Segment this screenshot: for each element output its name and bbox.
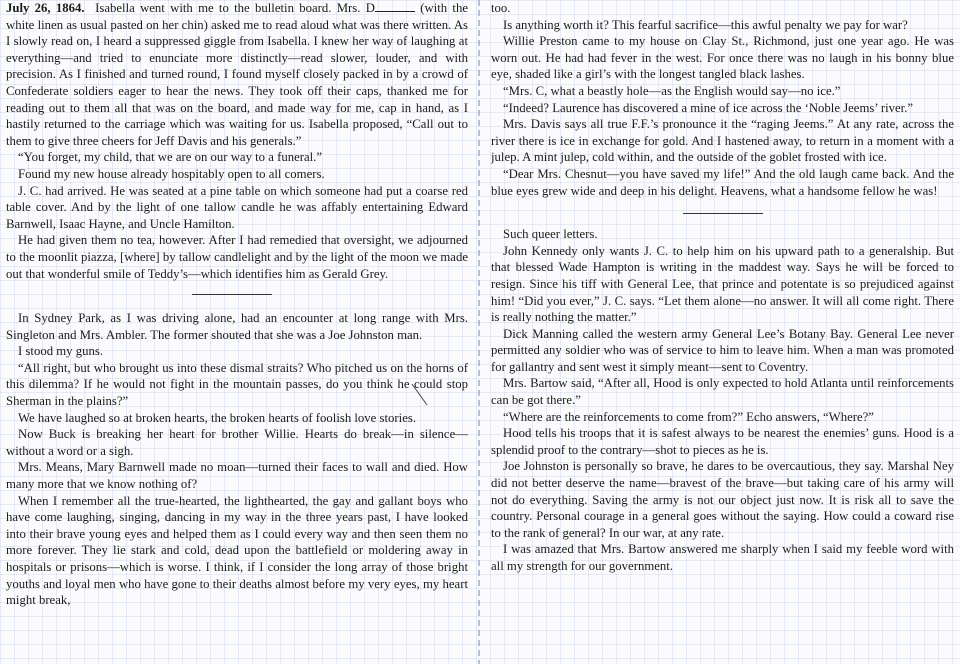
paragraph: “You forget, my child, that we are on our way to a funeral.” bbox=[18, 150, 323, 165]
paragraph: John Kennedy only wants J. C. to help him on his upward path to a generalship. But that blessed Wade Hampton is writing in the maddest way. Says he will be forced to resign. Since his tiff with General Lee, that prince and potentate is so prejudiced against him! “Did you ever,” J. C. says. “Let them alone—no answer. It will all come right. There is really nothing the matter.” bbox=[491, 243, 954, 325]
paragraph: Hood tells his troops that it is safest always to be nearest the enemies’ guns. Hood is a splendid proof to the contrary—shot to pieces as he is. bbox=[491, 426, 954, 457]
paragraph: Mrs. Davis says all true F.F.’s pronounce it the “raging Jeems.” At any rate, across the river there is ice in exchange for gold. And I hastened away, to return in a moment with a julep. A mint julep, cold within, and the outside of the goblet frosted with ice. bbox=[491, 117, 954, 165]
paragraph: “Where are the reinforcements to come from?” Echo answers, “Where?” bbox=[503, 409, 874, 424]
paragraph: Now Buck is breaking her heart for brother Willie. Hearts do break—in silence—without a word or a sigh. bbox=[6, 427, 468, 458]
section-divider bbox=[683, 213, 763, 214]
page-gutter bbox=[478, 0, 480, 664]
section-divider bbox=[192, 294, 272, 295]
paragraph: I stood my guns. bbox=[18, 344, 104, 359]
paragraph: In Sydney Park, as I was driving alone, had an encounter at long range with Mrs. Singleton and Mrs. Ambler. The former shouted that she was a Joe Johnston man. bbox=[6, 311, 468, 342]
paragraph: “Dear Mrs. Chesnut—you have saved my life!” And the old laugh came back. And the blue eyes grew wide and deep in his delight. Heavens, what a handsome fellow he was! bbox=[491, 166, 954, 198]
paragraph-text: (with the white linen as usual pasted on her chin) asked me to read aloud what was there written. As I slowly read on, I heard a suppressed giggle from Isabella. I knew her way of laughing at everything—and tried to enunciate more distinctly—read slower, louder, and with precision. As I finished and turned round, I found myself closely packed in by a crowd of Confederate soldiers eager to hear the news. They took off their caps, thanked me for reading out to them all that was on the board, and made way for me, cap in hand, as I hastily returned to the carriage which was waiting for us. Isabella proposed, “Call out to them to give three cheers for Jeff Davis and his generals.” bbox=[6, 1, 468, 148]
paragraph: Joe Johnston is personally so brave, he dares to be overcautious, they say. Marshal Ney did not better deserve the name—bravest of the brave—but taking care of his army will not do everything. Saving the army is not our object just now. It is risk all to save the country. Personal courage in a general goes without the saying. How could a coward rise to the rank of general? In our war, at any rate. bbox=[491, 459, 954, 540]
paragraph-text: Isabella went with me to the bulletin board. Mrs. D bbox=[95, 1, 375, 15]
paragraph: Found my new house already hospitably open to all comers. bbox=[18, 166, 325, 181]
pen-mark-icon bbox=[411, 383, 429, 407]
paragraph bbox=[6, 0, 468, 149]
paragraph: I was amazed that Mrs. Bartow answered me sharply when I said my feeble word with all my strength for our government. bbox=[491, 542, 954, 573]
right-page bbox=[491, 0, 954, 664]
entry-date: July 26, 1864. bbox=[6, 1, 85, 15]
paragraph: Such queer letters. bbox=[503, 227, 598, 242]
paragraph: Mrs. Bartow said, “After all, Hood is only expected to hold Atlanta until reinforcements can be got there.” bbox=[491, 376, 954, 408]
paragraph: Willie Preston came to my house on Clay St., Richmond, just one year ago. He was worn out. He had had fever in the west. For once there was no laugh in his bonny blue eye, shaded like a girl’s with the longest tangled black lashes. bbox=[491, 34, 954, 82]
paragraph: Is anything worth it? This fearful sacrifice—this awful penalty we pay for war? bbox=[503, 17, 908, 32]
paragraph: “Indeed? Laurence has discovered a mine of ice across the ‘Noble Jeems’ river.” bbox=[503, 100, 914, 115]
paragraph: J. C. had arrived. He was seated at a pine table on which someone had put a coarse red table cover. And by the light of one tallow candle he was affably entertaining Edward Barnwell, Isaac Hayne, and Uncle Hamilton. bbox=[6, 183, 468, 231]
paragraph: When I remember all the true-hearted, the lighthearted, the gay and gallant boys who have come laughing, singing, dancing in my way in the three years past, I have looked into their brave young eyes and helped them as I could every way and then seen them no more forever. They lie stark and cold, dead upon the battlefield or moldering away in hospitals or prisons—which is worse. I think, if I consider the long array of those bright youths and loyal men who have gone to their deaths almost before my very eyes, my heart might break, bbox=[6, 493, 468, 608]
paragraph: “All right, but who brought us into these dismal straits? Who pitched us on the horns of this dilemma? If he would not fight in the mountain passes, do you think he could stop Sherman in the plains?” bbox=[6, 360, 468, 409]
paragraph: Mrs. Means, Mary Barnwell made no moan—turned their faces to wall and died. How many more that we know nothing of? bbox=[6, 460, 468, 492]
redacted-name-blank bbox=[375, 1, 415, 12]
paragraph: Dick Manning called the western army General Lee’s Botany Bay. General Lee never permitted any soldier who was of service to him to leave him. When a man was promoted for gallantry and sent west it simply meant—sent to Coventry. bbox=[491, 326, 954, 374]
left-page bbox=[6, 0, 468, 664]
paragraph: “Mrs. C, what a beastly hole—as the English would say—no ice.” bbox=[503, 83, 841, 98]
paragraph: too. bbox=[491, 1, 511, 15]
paragraph: He had given them no tea, however. After I had remedied that oversight, we adjourned to the moonlit piazza, [where] by tallow candlelight and by the light of the moon we made out that wonderful smile of Teddy’s—which identifies him as Gerald Grey. bbox=[6, 233, 468, 281]
paragraph: We have laughed so at broken hearts, the broken hearts of foolish love stories. bbox=[18, 410, 417, 425]
